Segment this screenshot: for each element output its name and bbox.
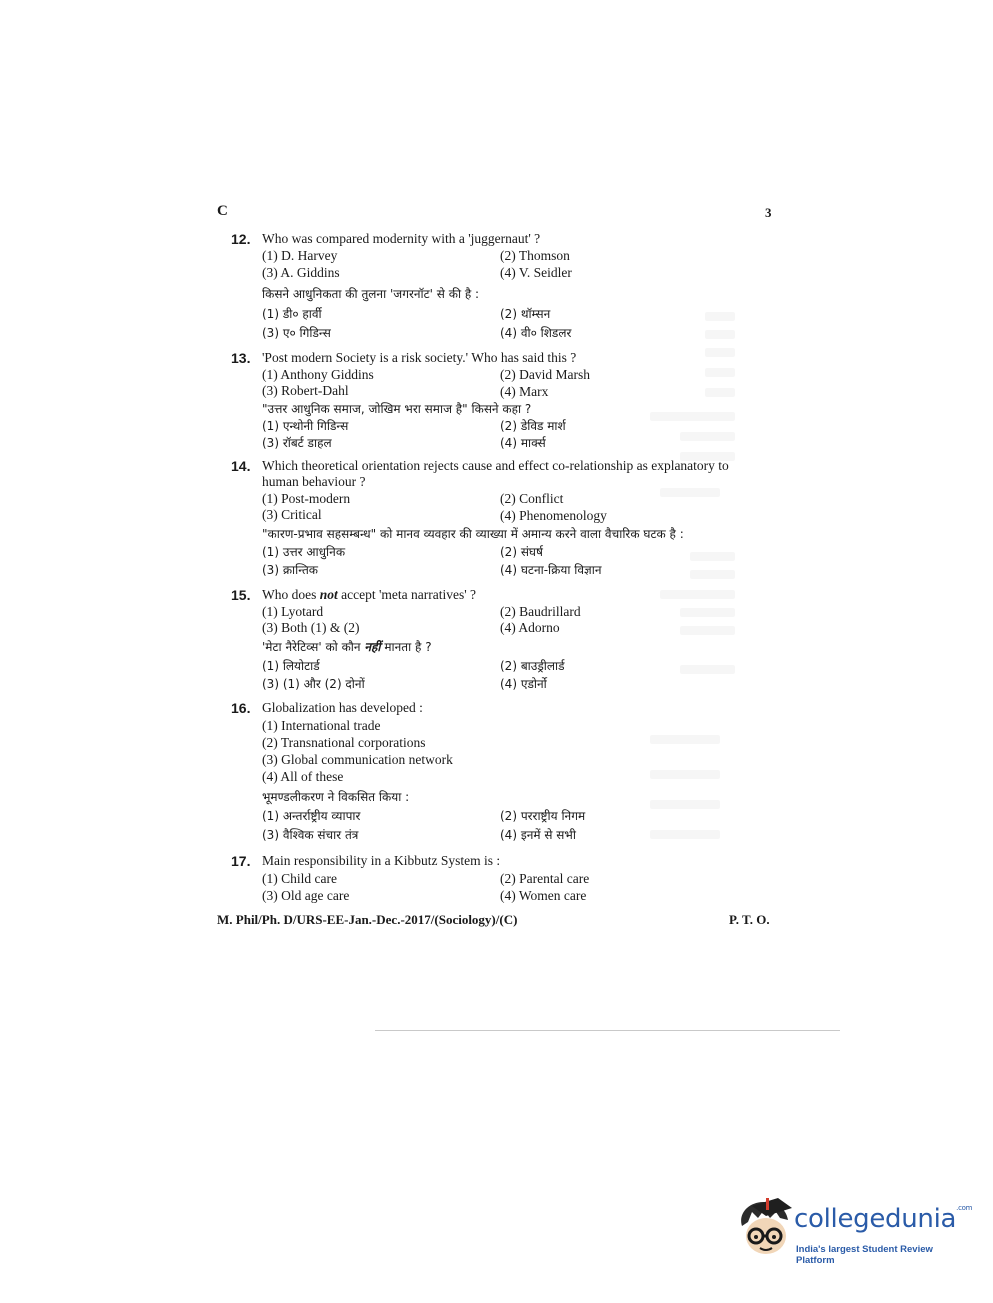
option-1-hi: (1) उत्तर आधुनिक [262,545,346,559]
logo-name: collegedunia [794,1204,957,1234]
logo-wordmark [794,1204,972,1234]
divider-line [375,1030,840,1031]
option-4-en: (4) V. Seidler [500,265,572,280]
question-text-en: Main responsibility in a Kibbutz System is : [262,853,501,868]
question-number: 13. [231,350,251,366]
question-text-en-line-1: Which theoretical orientation rejects cause and effect co-relationship as explanatory to [262,458,729,473]
option-2-hi: (2) बाउड्रीलार्ड [500,659,565,673]
option-3-hi: (3) ए० गिडिन्स [262,326,331,340]
option-1-hi: (1) डी० हार्वी [262,307,322,321]
option-2-en: (2) Thomson [500,248,570,263]
option-4-hi: (4) एडोर्नो [500,677,547,691]
option-2-en: (2) Parental care [500,871,590,886]
option-4-en: (4) Phenomenology [500,508,607,523]
question-text-en [262,587,476,603]
question-text-en: Who was compared modernity with a 'juggernaut' ? [262,231,541,246]
option-4-hi: (4) घटना-क्रिया विज्ञान [500,563,602,577]
question-text-en-part: Who does [262,587,320,602]
option-3-en: (3) Both (1) & (2) [262,620,360,635]
option-1-hi: (1) एन्थोनी गिडिन्स [262,419,349,433]
option-3-en: (3) Critical [262,507,322,522]
option-2-hi: (2) थॉम्सन [500,307,551,321]
question-number: 12. [231,231,251,247]
option-3-en: (3) Robert-Dahl [262,383,349,398]
option-4-en: (4) Women care [500,888,587,903]
page-number: 3 [765,205,772,220]
option-1-hi: (1) अन्तर्राष्ट्रीय व्यापार [262,809,361,823]
set-code: C [217,203,228,219]
option-2-en: (2) Conflict [500,491,564,506]
question-number: 17. [231,853,251,869]
option-2-en: (2) Transnational corporations [262,735,426,750]
option-2-hi: (2) संघर्ष [500,545,543,559]
option-2-hi: (2) परराष्ट्रीय निगम [500,809,586,823]
option-1-en: (1) Post-modern [262,491,351,506]
option-2-hi: (2) डेविड मार्श [500,419,566,433]
logo-tagline: India's largest Student Review Platform [796,1244,933,1266]
question-text-en-part: accept 'meta narratives' ? [337,587,477,602]
option-4-en: (4) Adorno [500,620,560,635]
mascot-icon [736,1196,794,1268]
question-number: 14. [231,458,251,474]
option-3-hi: (3) रॉबर्ट डाहल [262,436,332,450]
question-text-en-emphasis: not [319,587,338,602]
paper-code: M. Phil/Ph. D/URS-EE-Jan.-Dec.-2017/(Sociology)/(C) [217,912,518,927]
question-text-en-line-2: human behaviour ? [262,474,366,489]
option-4-en: (4) Marx [500,384,549,399]
option-1-en: (1) International trade [262,718,381,733]
logo-suffix: .com [956,1204,973,1212]
option-1-en: (1) Child care [262,871,337,886]
question-text-hi-part: मानता है ? [380,640,432,654]
question-text-hi: "कारण-प्रभाव सहसम्बन्ध" को मानव व्यवहार की व्याख्या में अमान्य करने वाला वैचारिक घटक है : [262,527,684,541]
option-2-en: (2) David Marsh [500,367,590,382]
option-3-hi: (3) क्रान्तिक [262,563,318,577]
question-text-en: 'Post modern Society is a risk society.' Who has said this ? [262,350,577,365]
question-text-hi-part: 'मेटा नैरेटिव्स' को कौन [262,640,365,654]
question-number: 15. [231,587,251,603]
pto-label: P. T. O. [729,912,770,927]
collegedunia-logo [736,1196,973,1266]
option-3-hi: (3) वैश्विक संचार तंत्र [262,828,359,842]
question-text-hi-emphasis: नहीं [364,640,381,654]
option-2-en: (2) Baudrillard [500,604,581,619]
option-4-hi: (4) वी० शिडलर [500,326,572,340]
question-text-hi: किसने आधुनिकता की तुलना 'जगरनॉट' से की है : [262,287,480,301]
question-text-hi: "उत्तर आधुनिक समाज, जोखिम भरा समाज है" किसने कहा ? [262,402,532,416]
option-4-hi: (4) मार्क्स [500,436,546,450]
option-3-hi: (3) (1) और (2) दोनों [262,677,365,691]
option-3-en: (3) Global communication network [262,752,453,767]
option-3-en: (3) A. Giddins [262,265,340,280]
option-1-en: (1) Anthony Giddins [262,367,374,382]
option-1-hi: (1) लियोटार्ड [262,659,320,673]
question-number: 16. [231,700,251,716]
option-4-en: (4) All of these [262,769,344,784]
option-1-en: (1) D. Harvey [262,248,338,263]
question-text-hi [262,638,432,655]
option-4-hi: (4) इनमें से सभी [500,828,576,842]
option-1-en: (1) Lyotard [262,604,324,619]
question-text-hi: भूमण्डलीकरण ने विकसित किया : [262,790,410,804]
option-3-en: (3) Old age care [262,888,350,903]
question-text-en: Globalization has developed : [262,700,423,715]
